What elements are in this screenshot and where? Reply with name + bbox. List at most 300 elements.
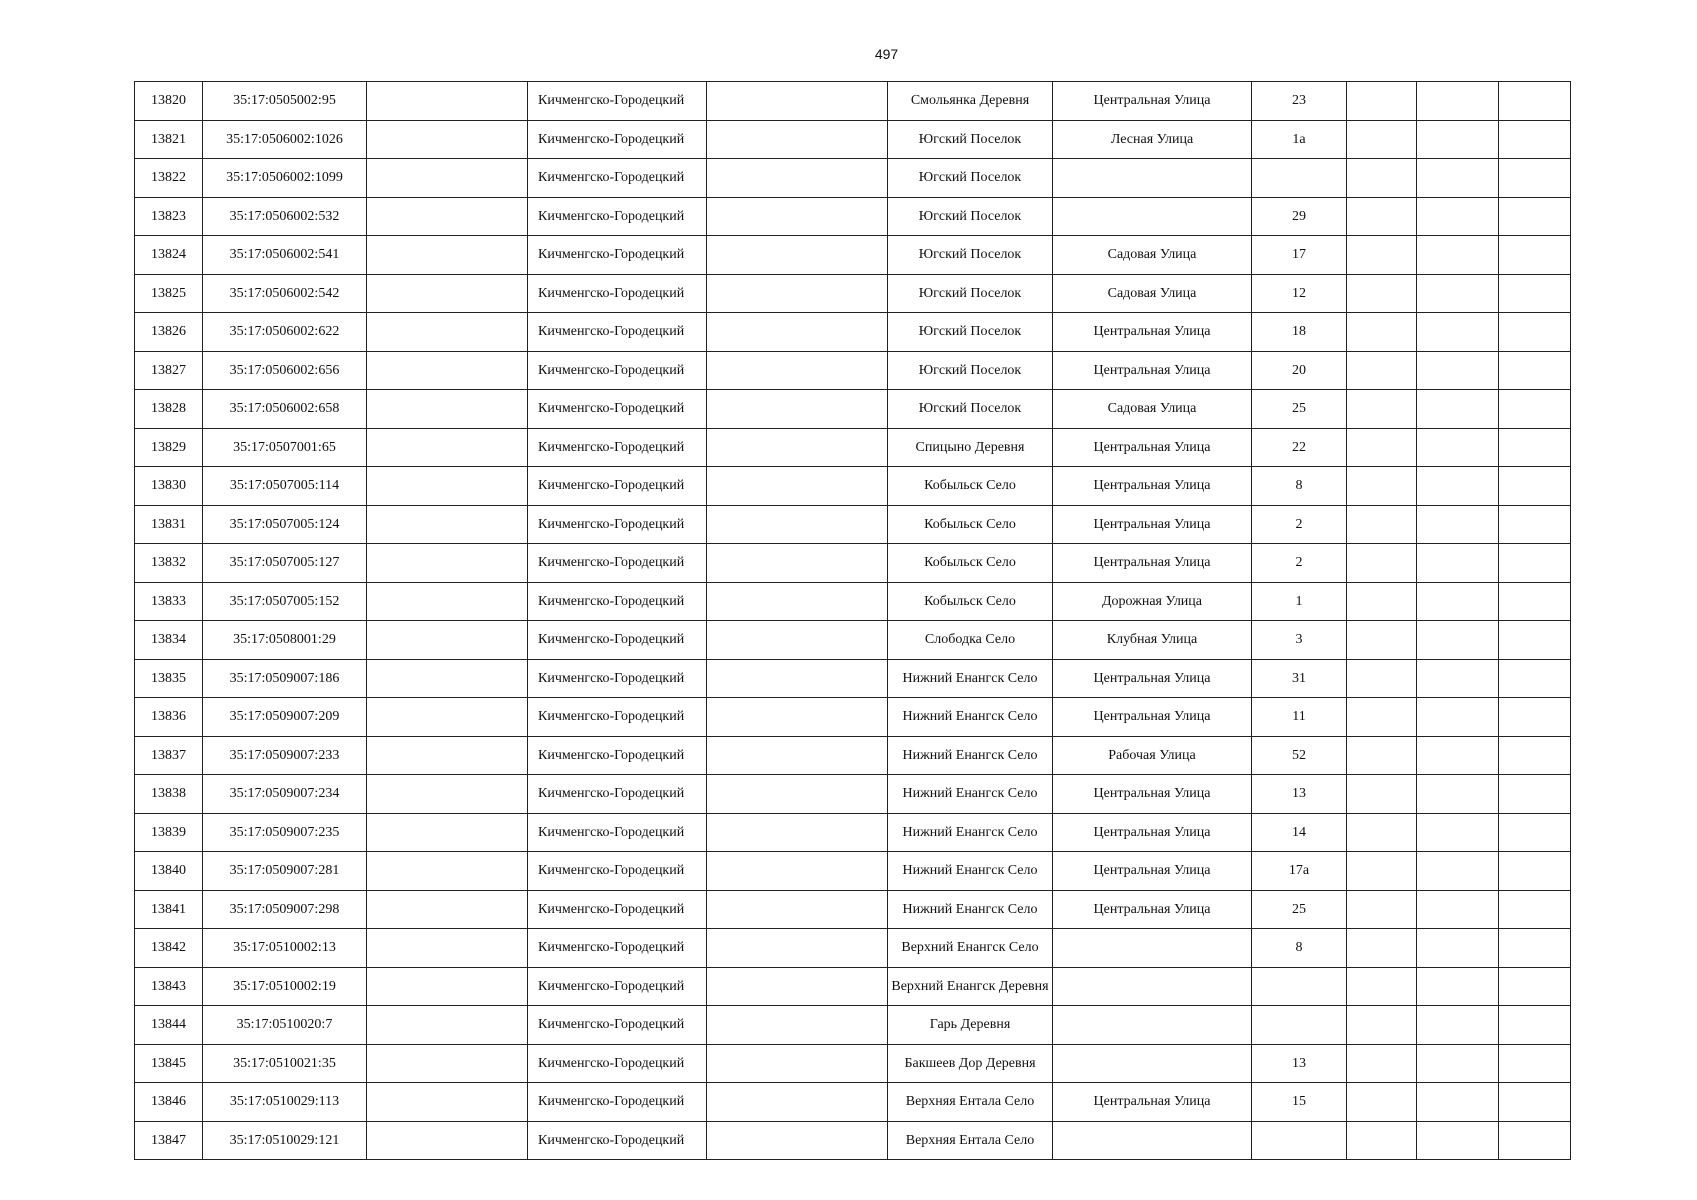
cell-row-number: 13839 xyxy=(135,813,203,852)
cell-col-10 xyxy=(1417,82,1499,121)
cell-row-number: 13846 xyxy=(135,1083,203,1122)
cell-col-9 xyxy=(1347,236,1417,275)
cell-street: Лесная Улица xyxy=(1053,120,1252,159)
cell-col-11 xyxy=(1499,544,1571,583)
cell-region: Кичменгско-Городецкий xyxy=(528,582,707,621)
cell-col-9 xyxy=(1347,1044,1417,1083)
cell-street: Рабочая Улица xyxy=(1053,736,1252,775)
cell-col-9 xyxy=(1347,967,1417,1006)
cell-street: Центральная Улица xyxy=(1053,544,1252,583)
cell-row-number: 13834 xyxy=(135,621,203,660)
cell-col-10 xyxy=(1417,159,1499,198)
cell-col-9 xyxy=(1347,890,1417,929)
cell-row-number: 13829 xyxy=(135,428,203,467)
cell-cadastral-number: 35:17:0506002:658 xyxy=(203,390,367,429)
table-row xyxy=(135,621,1571,660)
cell-street xyxy=(1053,967,1252,1006)
cell-cadastral-number: 35:17:0508001:29 xyxy=(203,621,367,660)
cell-street: Центральная Улица xyxy=(1053,351,1252,390)
cell-col-11 xyxy=(1499,390,1571,429)
cell-col-3 xyxy=(367,120,528,159)
cell-col-9 xyxy=(1347,659,1417,698)
cell-settlement: Югский Поселок xyxy=(888,120,1053,159)
cell-house-number: 18 xyxy=(1252,313,1347,352)
cell-region: Кичменгско-Городецкий xyxy=(528,120,707,159)
cell-house-number: 52 xyxy=(1252,736,1347,775)
table-row xyxy=(135,544,1571,583)
cell-col-11 xyxy=(1499,1121,1571,1160)
cell-row-number: 13832 xyxy=(135,544,203,583)
cell-col-5 xyxy=(707,159,888,198)
cell-col-3 xyxy=(367,1121,528,1160)
cell-col-10 xyxy=(1417,775,1499,814)
cell-region: Кичменгско-Городецкий xyxy=(528,390,707,429)
cell-row-number: 13830 xyxy=(135,467,203,506)
cell-col-10 xyxy=(1417,736,1499,775)
cell-house-number: 2 xyxy=(1252,544,1347,583)
cell-house-number: 15 xyxy=(1252,1083,1347,1122)
cell-settlement: Кобыльск Село xyxy=(888,505,1053,544)
table-row xyxy=(135,1006,1571,1045)
cell-col-5 xyxy=(707,698,888,737)
cell-col-5 xyxy=(707,1121,888,1160)
cell-house-number: 13 xyxy=(1252,775,1347,814)
cell-street: Центральная Улица xyxy=(1053,505,1252,544)
table-row xyxy=(135,428,1571,467)
cell-col-11 xyxy=(1499,929,1571,968)
cell-col-9 xyxy=(1347,351,1417,390)
cell-settlement: Верхний Енангск Село xyxy=(888,929,1053,968)
cell-col-5 xyxy=(707,813,888,852)
cell-cadastral-number: 35:17:0509007:298 xyxy=(203,890,367,929)
cell-col-9 xyxy=(1347,621,1417,660)
cell-settlement: Кобыльск Село xyxy=(888,467,1053,506)
cell-col-11 xyxy=(1499,1083,1571,1122)
cell-col-9 xyxy=(1347,852,1417,891)
cell-col-3 xyxy=(367,159,528,198)
cell-col-10 xyxy=(1417,813,1499,852)
cell-house-number xyxy=(1252,1006,1347,1045)
cell-col-5 xyxy=(707,967,888,1006)
cell-col-5 xyxy=(707,197,888,236)
cell-settlement: Нижний Енангск Село xyxy=(888,736,1053,775)
cell-cadastral-number: 35:17:0506002:656 xyxy=(203,351,367,390)
table-row xyxy=(135,120,1571,159)
cell-col-5 xyxy=(707,890,888,929)
cell-house-number: 17а xyxy=(1252,852,1347,891)
cell-col-9 xyxy=(1347,313,1417,352)
cell-col-9 xyxy=(1347,582,1417,621)
cell-col-5 xyxy=(707,467,888,506)
cell-col-11 xyxy=(1499,120,1571,159)
cell-street xyxy=(1053,929,1252,968)
table-row xyxy=(135,351,1571,390)
cell-cadastral-number: 35:17:0506002:532 xyxy=(203,197,367,236)
cell-house-number: 14 xyxy=(1252,813,1347,852)
cell-house-number: 25 xyxy=(1252,390,1347,429)
cell-col-10 xyxy=(1417,274,1499,313)
table-row xyxy=(135,967,1571,1006)
cell-cadastral-number: 35:17:0506002:542 xyxy=(203,274,367,313)
cell-col-9 xyxy=(1347,274,1417,313)
cell-col-3 xyxy=(367,1044,528,1083)
cell-row-number: 13828 xyxy=(135,390,203,429)
cell-col-5 xyxy=(707,1006,888,1045)
cell-col-11 xyxy=(1499,467,1571,506)
cell-col-5 xyxy=(707,120,888,159)
cell-street xyxy=(1053,1006,1252,1045)
table-row xyxy=(135,929,1571,968)
page-number: 497 xyxy=(874,46,899,62)
cell-col-10 xyxy=(1417,197,1499,236)
table-row xyxy=(135,390,1571,429)
cell-row-number: 13837 xyxy=(135,736,203,775)
cell-col-10 xyxy=(1417,659,1499,698)
cell-house-number: 22 xyxy=(1252,428,1347,467)
cell-cadastral-number: 35:17:0509007:233 xyxy=(203,736,367,775)
table-row xyxy=(135,582,1571,621)
cell-col-3 xyxy=(367,852,528,891)
cell-settlement: Кобыльск Село xyxy=(888,582,1053,621)
cell-col-9 xyxy=(1347,1006,1417,1045)
cell-street: Центральная Улица xyxy=(1053,428,1252,467)
cell-region: Кичменгско-Городецкий xyxy=(528,1121,707,1160)
cell-col-3 xyxy=(367,1006,528,1045)
cell-region: Кичменгско-Городецкий xyxy=(528,1083,707,1122)
cell-col-3 xyxy=(367,82,528,121)
cell-col-10 xyxy=(1417,1006,1499,1045)
cell-col-10 xyxy=(1417,1083,1499,1122)
cell-col-3 xyxy=(367,621,528,660)
table-row xyxy=(135,1121,1571,1160)
cell-street: Центральная Улица xyxy=(1053,82,1252,121)
cell-col-9 xyxy=(1347,120,1417,159)
cell-col-11 xyxy=(1499,1044,1571,1083)
cell-row-number: 13821 xyxy=(135,120,203,159)
cell-row-number: 13838 xyxy=(135,775,203,814)
cell-col-3 xyxy=(367,236,528,275)
table-row xyxy=(135,813,1571,852)
cell-row-number: 13842 xyxy=(135,929,203,968)
cell-col-11 xyxy=(1499,698,1571,737)
cell-col-3 xyxy=(367,1083,528,1122)
cell-col-9 xyxy=(1347,698,1417,737)
cell-col-3 xyxy=(367,736,528,775)
cell-settlement: Гарь Деревня xyxy=(888,1006,1053,1045)
cell-col-10 xyxy=(1417,621,1499,660)
cell-street: Центральная Улица xyxy=(1053,852,1252,891)
cell-region: Кичменгско-Городецкий xyxy=(528,313,707,352)
cell-row-number: 13835 xyxy=(135,659,203,698)
cell-col-11 xyxy=(1499,621,1571,660)
cell-region: Кичменгско-Городецкий xyxy=(528,428,707,467)
cell-row-number: 13844 xyxy=(135,1006,203,1045)
cell-street: Садовая Улица xyxy=(1053,390,1252,429)
cell-col-9 xyxy=(1347,505,1417,544)
cell-col-11 xyxy=(1499,313,1571,352)
cell-cadastral-number: 35:17:0506002:541 xyxy=(203,236,367,275)
cell-col-10 xyxy=(1417,698,1499,737)
cell-street xyxy=(1053,1044,1252,1083)
cell-row-number: 13833 xyxy=(135,582,203,621)
cell-house-number: 13 xyxy=(1252,1044,1347,1083)
cell-col-11 xyxy=(1499,236,1571,275)
cell-cadastral-number: 35:17:0510029:121 xyxy=(203,1121,367,1160)
cell-row-number: 13823 xyxy=(135,197,203,236)
cell-col-3 xyxy=(367,390,528,429)
cell-cadastral-number: 35:17:0505002:95 xyxy=(203,82,367,121)
cell-house-number: 8 xyxy=(1252,467,1347,506)
cell-settlement: Югский Поселок xyxy=(888,236,1053,275)
cell-col-5 xyxy=(707,505,888,544)
cell-col-11 xyxy=(1499,582,1571,621)
cell-row-number: 13847 xyxy=(135,1121,203,1160)
cell-cadastral-number: 35:17:0507001:65 xyxy=(203,428,367,467)
cell-col-10 xyxy=(1417,890,1499,929)
cell-house-number: 8 xyxy=(1252,929,1347,968)
cell-col-5 xyxy=(707,236,888,275)
cell-cadastral-number: 35:17:0510002:19 xyxy=(203,967,367,1006)
cell-street: Центральная Улица xyxy=(1053,698,1252,737)
cell-cadastral-number: 35:17:0509007:235 xyxy=(203,813,367,852)
registry-table-body xyxy=(135,82,1571,1160)
cell-street: Центральная Улица xyxy=(1053,890,1252,929)
cell-house-number: 1а xyxy=(1252,120,1347,159)
cell-col-9 xyxy=(1347,197,1417,236)
cell-settlement: Верхний Енангск Деревня xyxy=(888,967,1053,1006)
cell-house-number: 29 xyxy=(1252,197,1347,236)
cell-col-3 xyxy=(367,890,528,929)
cell-col-5 xyxy=(707,274,888,313)
cell-settlement: Верхняя Ентала Село xyxy=(888,1121,1053,1160)
cell-col-9 xyxy=(1347,159,1417,198)
cell-col-5 xyxy=(707,313,888,352)
cell-col-3 xyxy=(367,505,528,544)
cell-col-10 xyxy=(1417,544,1499,583)
cell-row-number: 13827 xyxy=(135,351,203,390)
cell-col-10 xyxy=(1417,1044,1499,1083)
cell-settlement: Спицыно Деревня xyxy=(888,428,1053,467)
cell-settlement: Слободка Село xyxy=(888,621,1053,660)
cell-col-11 xyxy=(1499,813,1571,852)
cell-street: Клубная Улица xyxy=(1053,621,1252,660)
cell-col-3 xyxy=(367,659,528,698)
cell-col-3 xyxy=(367,775,528,814)
cell-col-9 xyxy=(1347,775,1417,814)
cell-row-number: 13831 xyxy=(135,505,203,544)
cell-region: Кичменгско-Городецкий xyxy=(528,159,707,198)
cell-col-3 xyxy=(367,967,528,1006)
cell-house-number: 2 xyxy=(1252,505,1347,544)
cell-col-3 xyxy=(367,544,528,583)
cell-street xyxy=(1053,159,1252,198)
cell-col-10 xyxy=(1417,313,1499,352)
cell-col-5 xyxy=(707,775,888,814)
cell-street xyxy=(1053,197,1252,236)
cell-house-number xyxy=(1252,1121,1347,1160)
cell-settlement: Нижний Енангск Село xyxy=(888,813,1053,852)
cell-house-number: 1 xyxy=(1252,582,1347,621)
cell-house-number xyxy=(1252,159,1347,198)
cell-col-9 xyxy=(1347,390,1417,429)
cell-row-number: 13845 xyxy=(135,1044,203,1083)
table-row xyxy=(135,505,1571,544)
cell-row-number: 13820 xyxy=(135,82,203,121)
cell-col-11 xyxy=(1499,159,1571,198)
cell-cadastral-number: 35:17:0507005:124 xyxy=(203,505,367,544)
cell-street: Центральная Улица xyxy=(1053,659,1252,698)
cell-cadastral-number: 35:17:0509007:234 xyxy=(203,775,367,814)
cell-col-3 xyxy=(367,313,528,352)
cell-col-5 xyxy=(707,351,888,390)
cell-col-11 xyxy=(1499,736,1571,775)
table-row xyxy=(135,890,1571,929)
cell-house-number: 23 xyxy=(1252,82,1347,121)
cell-street: Садовая Улица xyxy=(1053,236,1252,275)
cell-col-11 xyxy=(1499,890,1571,929)
cell-settlement: Нижний Енангск Село xyxy=(888,698,1053,737)
cell-region: Кичменгско-Городецкий xyxy=(528,197,707,236)
cell-house-number: 20 xyxy=(1252,351,1347,390)
table-row xyxy=(135,236,1571,275)
cell-cadastral-number: 35:17:0510021:35 xyxy=(203,1044,367,1083)
table-row xyxy=(135,852,1571,891)
cell-col-9 xyxy=(1347,1121,1417,1160)
table-row xyxy=(135,274,1571,313)
cell-col-9 xyxy=(1347,813,1417,852)
cell-region: Кичменгско-Городецкий xyxy=(528,544,707,583)
cell-col-10 xyxy=(1417,967,1499,1006)
cell-col-11 xyxy=(1499,428,1571,467)
cell-col-3 xyxy=(367,813,528,852)
cell-region: Кичменгско-Городецкий xyxy=(528,274,707,313)
cell-settlement: Нижний Енангск Село xyxy=(888,775,1053,814)
cell-street xyxy=(1053,1121,1252,1160)
cell-region: Кичменгско-Городецкий xyxy=(528,467,707,506)
cell-col-9 xyxy=(1347,467,1417,506)
cell-settlement: Бакшеев Дор Деревня xyxy=(888,1044,1053,1083)
table-row xyxy=(135,659,1571,698)
cell-row-number: 13843 xyxy=(135,967,203,1006)
cell-col-3 xyxy=(367,698,528,737)
table-row xyxy=(135,467,1571,506)
table-row xyxy=(135,1044,1571,1083)
cell-col-3 xyxy=(367,197,528,236)
cell-col-5 xyxy=(707,1044,888,1083)
cell-col-11 xyxy=(1499,659,1571,698)
cell-col-5 xyxy=(707,1083,888,1122)
table-row xyxy=(135,82,1571,121)
cell-col-5 xyxy=(707,82,888,121)
cell-region: Кичменгско-Городецкий xyxy=(528,236,707,275)
cell-street: Центральная Улица xyxy=(1053,313,1252,352)
cell-settlement: Смольянка Деревня xyxy=(888,82,1053,121)
cell-col-3 xyxy=(367,428,528,467)
cell-cadastral-number: 35:17:0510029:113 xyxy=(203,1083,367,1122)
cell-region: Кичменгско-Городецкий xyxy=(528,621,707,660)
cell-region: Кичменгско-Городецкий xyxy=(528,505,707,544)
cell-house-number: 25 xyxy=(1252,890,1347,929)
cell-col-11 xyxy=(1499,967,1571,1006)
cell-cadastral-number: 35:17:0506002:1099 xyxy=(203,159,367,198)
table-row xyxy=(135,197,1571,236)
cell-col-11 xyxy=(1499,82,1571,121)
cell-settlement: Югский Поселок xyxy=(888,390,1053,429)
cell-region: Кичменгско-Городецкий xyxy=(528,852,707,891)
cell-cadastral-number: 35:17:0509007:281 xyxy=(203,852,367,891)
cell-region: Кичменгско-Городецкий xyxy=(528,82,707,121)
cell-region: Кичменгско-Городецкий xyxy=(528,967,707,1006)
table-row xyxy=(135,1083,1571,1122)
cell-col-5 xyxy=(707,736,888,775)
cell-row-number: 13840 xyxy=(135,852,203,891)
cell-col-11 xyxy=(1499,197,1571,236)
cell-col-11 xyxy=(1499,274,1571,313)
cell-col-9 xyxy=(1347,544,1417,583)
cell-col-11 xyxy=(1499,775,1571,814)
cell-col-10 xyxy=(1417,929,1499,968)
table-row xyxy=(135,159,1571,198)
cell-row-number: 13841 xyxy=(135,890,203,929)
cell-settlement: Югский Поселок xyxy=(888,197,1053,236)
cell-col-10 xyxy=(1417,236,1499,275)
cell-region: Кичменгско-Городецкий xyxy=(528,929,707,968)
cell-region: Кичменгско-Городецкий xyxy=(528,890,707,929)
cell-col-11 xyxy=(1499,505,1571,544)
cell-cadastral-number: 35:17:0510002:13 xyxy=(203,929,367,968)
cell-col-3 xyxy=(367,467,528,506)
cell-cadastral-number: 35:17:0507005:127 xyxy=(203,544,367,583)
cell-col-10 xyxy=(1417,852,1499,891)
cell-col-9 xyxy=(1347,736,1417,775)
table-row xyxy=(135,698,1571,737)
cell-col-5 xyxy=(707,544,888,583)
registry-table xyxy=(134,81,1571,1160)
cell-row-number: 13824 xyxy=(135,236,203,275)
cell-col-5 xyxy=(707,621,888,660)
cell-col-5 xyxy=(707,428,888,467)
cell-settlement: Нижний Енангск Село xyxy=(888,852,1053,891)
cell-region: Кичменгско-Городецкий xyxy=(528,1044,707,1083)
cell-cadastral-number: 35:17:0509007:186 xyxy=(203,659,367,698)
cell-street: Садовая Улица xyxy=(1053,274,1252,313)
cell-street: Центральная Улица xyxy=(1053,1083,1252,1122)
cell-street: Центральная Улица xyxy=(1053,813,1252,852)
cell-house-number: 12 xyxy=(1252,274,1347,313)
cell-row-number: 13822 xyxy=(135,159,203,198)
cell-col-10 xyxy=(1417,428,1499,467)
cell-col-11 xyxy=(1499,351,1571,390)
cell-settlement: Кобыльск Село xyxy=(888,544,1053,583)
cell-cadastral-number: 35:17:0507005:114 xyxy=(203,467,367,506)
cell-house-number: 3 xyxy=(1252,621,1347,660)
cell-col-10 xyxy=(1417,582,1499,621)
cell-col-10 xyxy=(1417,390,1499,429)
cell-row-number: 13836 xyxy=(135,698,203,737)
cell-col-3 xyxy=(367,274,528,313)
cell-house-number: 31 xyxy=(1252,659,1347,698)
cell-row-number: 13825 xyxy=(135,274,203,313)
cell-region: Кичменгско-Городецкий xyxy=(528,698,707,737)
cell-col-3 xyxy=(367,582,528,621)
cell-col-9 xyxy=(1347,428,1417,467)
cell-cadastral-number: 35:17:0509007:209 xyxy=(203,698,367,737)
cell-col-10 xyxy=(1417,1121,1499,1160)
cell-street: Центральная Улица xyxy=(1053,467,1252,506)
cell-house-number: 17 xyxy=(1252,236,1347,275)
cell-street: Центральная Улица xyxy=(1053,775,1252,814)
cell-col-3 xyxy=(367,929,528,968)
